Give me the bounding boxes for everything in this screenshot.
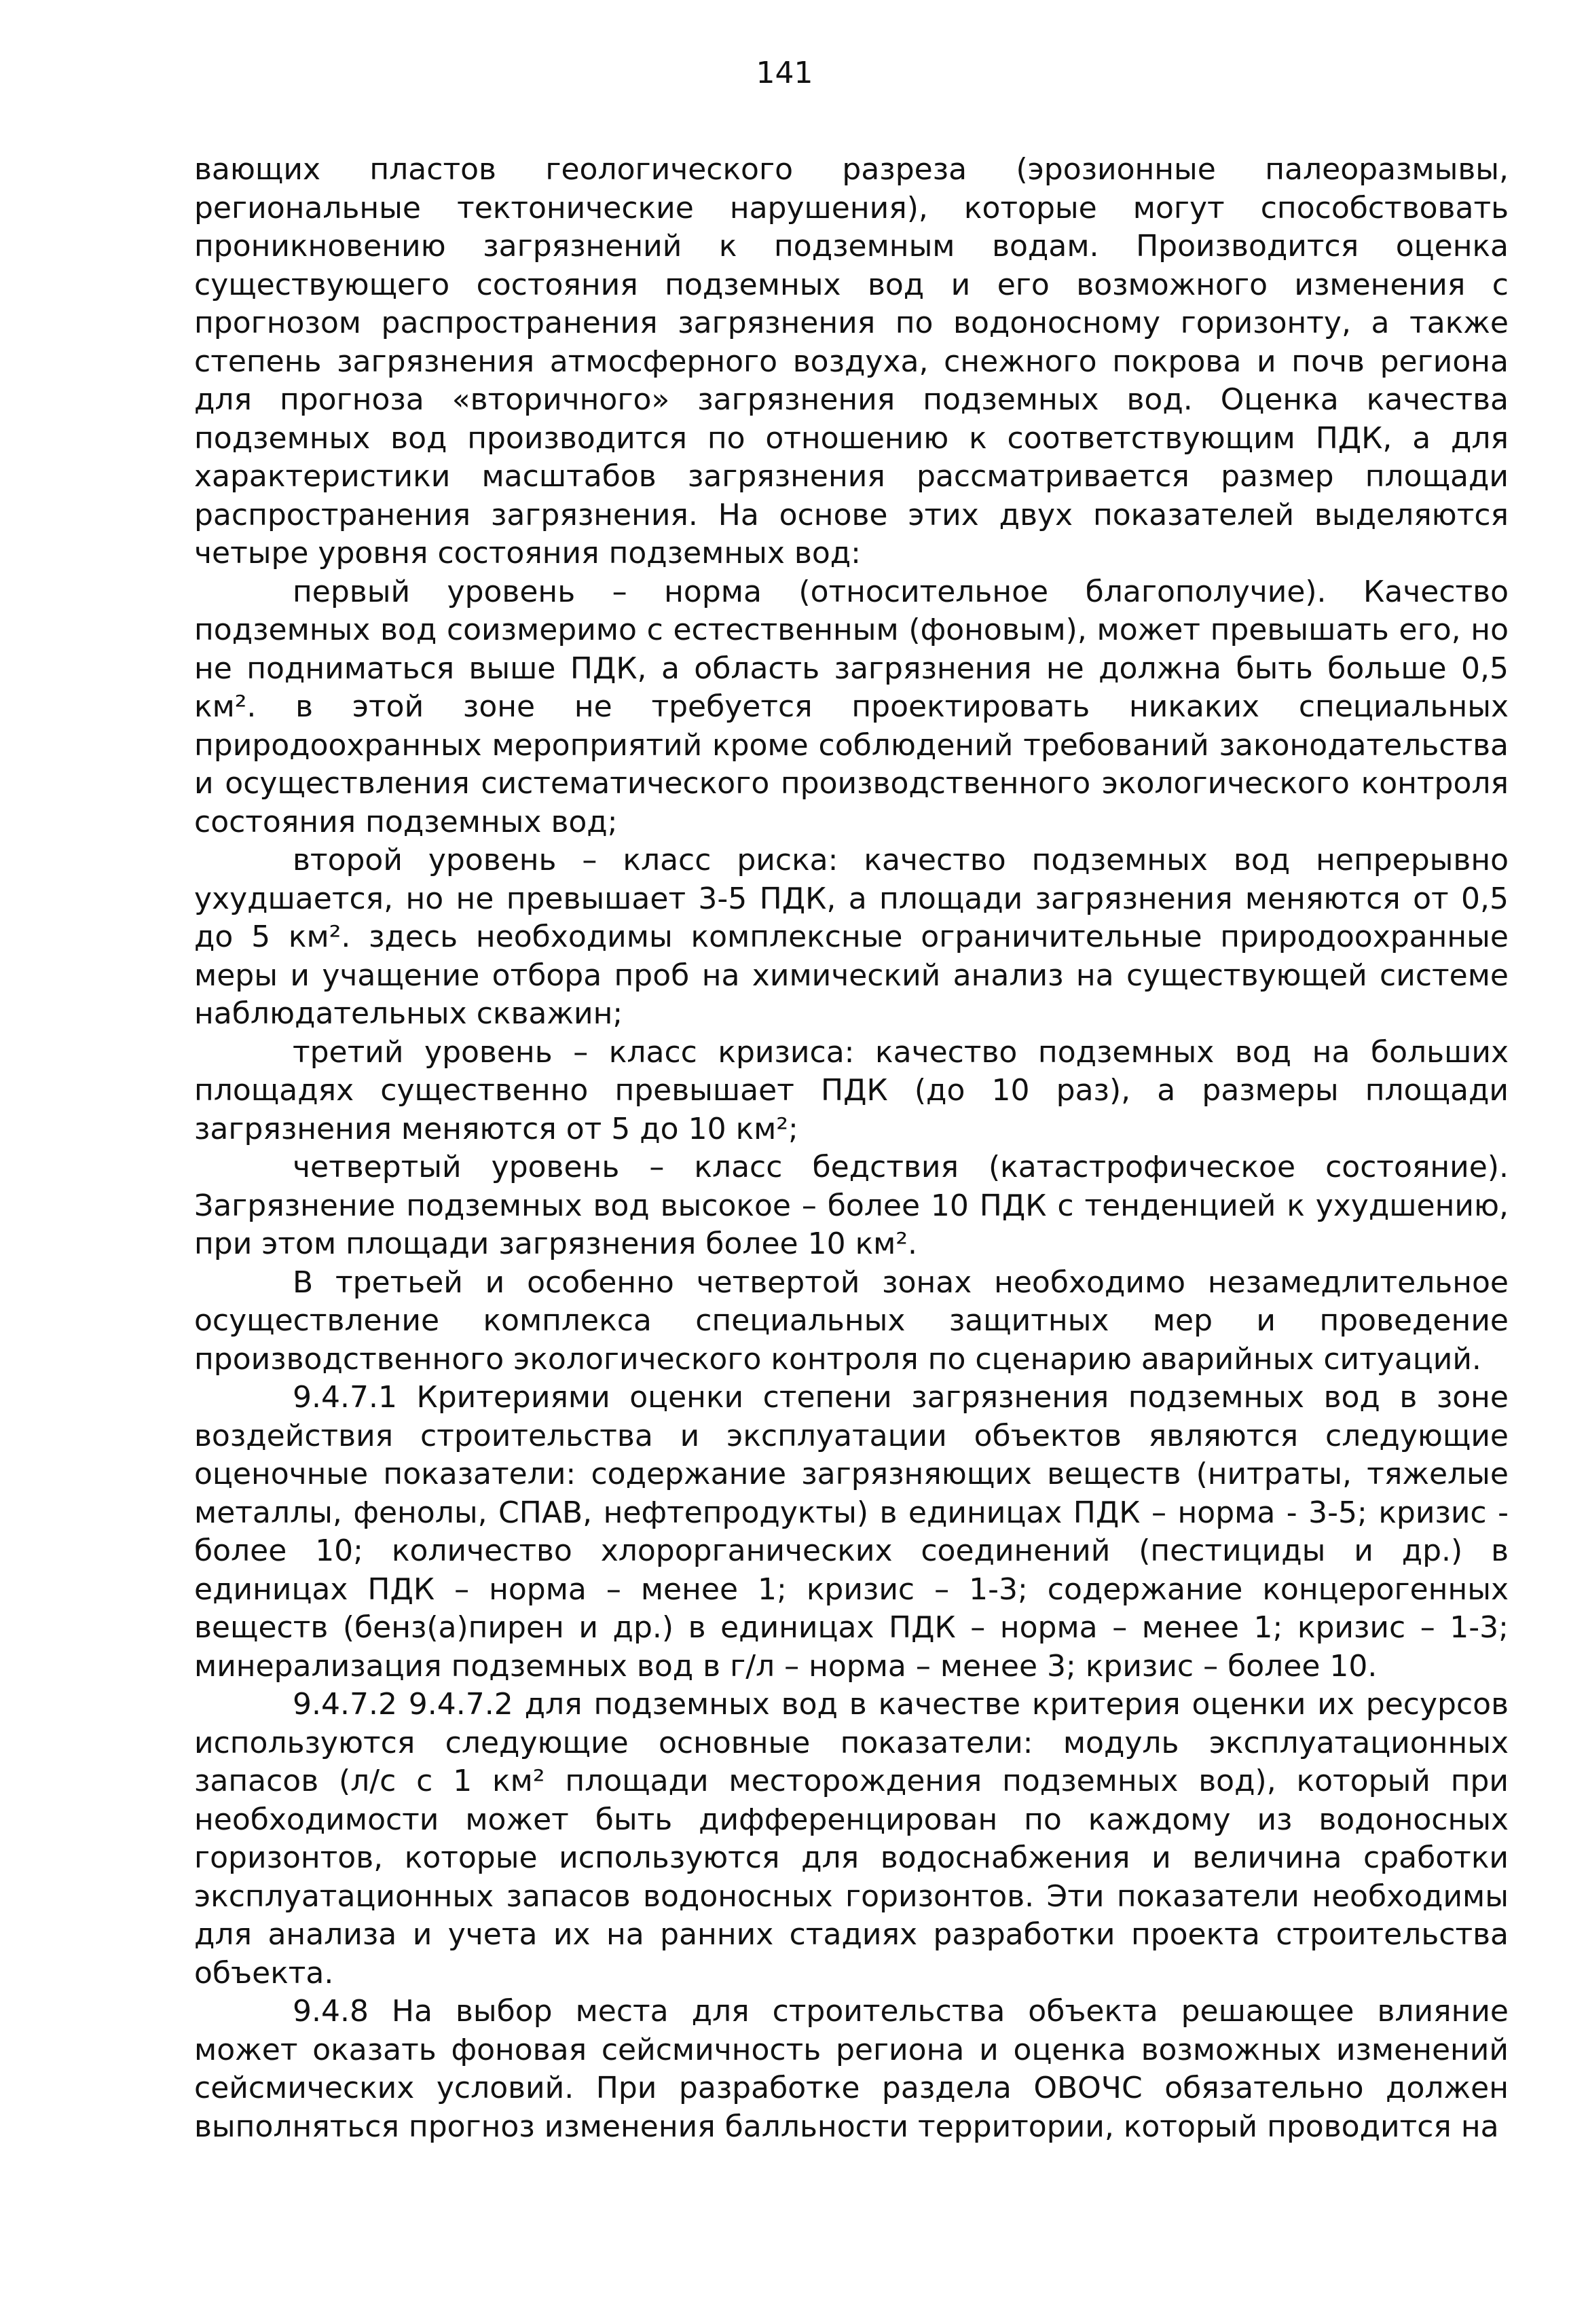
section-9-4-7-2: 9.4.7.2 9.4.7.2 для подземных вод в качестве критерия оценки их ресурсов используются следующие основные показатели: модуль эксплуатационных запасов (л/с с 1 км² площади месторождения подземных вод), который при необходимости может быть дифференцирован по каждому из водоносных горизонтов, которые используются для водоснабжения и величина сработки эксплуатационных запасов водоносных горизонтов. Эти показатели необходимы для анализа и учета их на ранних стадиях разработки проекта строительства объекта. [194,1687,1509,1991]
paragraph-level-4: четвертый уровень – класс бедствия (катастрофическое состояние). Загрязнение подземных вод высокое – более 10 ПДК с тенденцией к ухудшению, при этом площади загрязнения более 10 км². [194,1150,1509,1261]
paragraph-level-1: первый уровень – норма (относительное благополучие). Качество подземных вод соизмеримо с естественным (фоновым), может превышать его, но не подниматься выше ПДК, а область загрязнения не должна быть больше 0,5 км². в этой зоне не требуется проектировать никаких специальных природоохранных мероприятий кроме соблюдений требований законодательства и осуществления систематического производственного экологического контроля состояния подземных вод; [194,574,1509,839]
paragraph: вающих пластов геологического разреза (эрозионные палеоразмывы, региональные тектонические нарушения), которые могут способствовать проникновению загрязнений к подземным водам. Производится оценка существующего состояния подземных вод и его возможного изменения с прогнозом распространения загрязнения по водоносному горизонту, а также степень загрязнения атмосферного воздуха, снежного покрова и почв региона для прогноза «вторичного» загрязнения подземных вод. Оценка качества подземных вод производится по отношению к соответствующим ПДК, а для характеристики масштабов загрязнения рассматривается размер площади распространения загрязнения. На основе этих двух показателей выделяются четыре уровня состояния подземных вод: [194,152,1509,570]
page-number: 141 [756,56,813,90]
paragraph-level-3: третий уровень – класс кризиса: качество подземных вод на больших площадях существенно превышает ПДК (до 10 раз), а размеры площади загрязнения меняются от 5 до 10 км²; [194,1034,1509,1146]
body-text [194,151,1509,2146]
section-9-4-8: 9.4.8 На выбор места для строительства объекта решающее влияние может оказать фоновая сейсмичность региона и оценка возможных изменений сейсмических условий. При разработке раздела ОВОЧС обязательно должен выполняться прогноз изменения балльности территории, который проводится на [194,1994,1509,2144]
section-9-4-7-1: 9.4.7.1 Критериями оценки степени загрязнения подземных вод в зоне воздействия строительства и эксплуатации объектов являются следующие оценочные показатели: содержание загрязняющих веществ (нитраты, тяжелые металлы, фенолы, СПАВ, нефтепродукты) в единицах ПДК – норма - 3-5; кризис - более 10; количество хлорорганических соединений (пестициды и др.) в единицах ПДК – норма – менее 1; кризис – 1-3; содержание концерогенных веществ (бенз(а)пирен и др.) в единицах ПДК – норма – менее 1; кризис – 1-3; минерализация подземных вод в г/л – норма – менее 3; кризис – более 10. [194,1380,1509,1684]
paragraph-emergency-measures: В третьей и особенно четвертой зонах необходимо незамедлительное осуществление комплекса специальных защитных мер и проведение производственного экологического контроля по сценарию аварийных ситуаций. [194,1265,1509,1377]
paragraph-level-2: второй уровень – класс риска: качество подземных вод непрерывно ухудшается, но не превышает 3-5 ПДК, а площади загрязнения меняются от 0,5 до 5 км². здесь необходимы комплексные ограничительные природоохранные меры и учащение отбора проб на химический анализ на существующей системе наблюдательных скважин; [194,843,1509,1031]
